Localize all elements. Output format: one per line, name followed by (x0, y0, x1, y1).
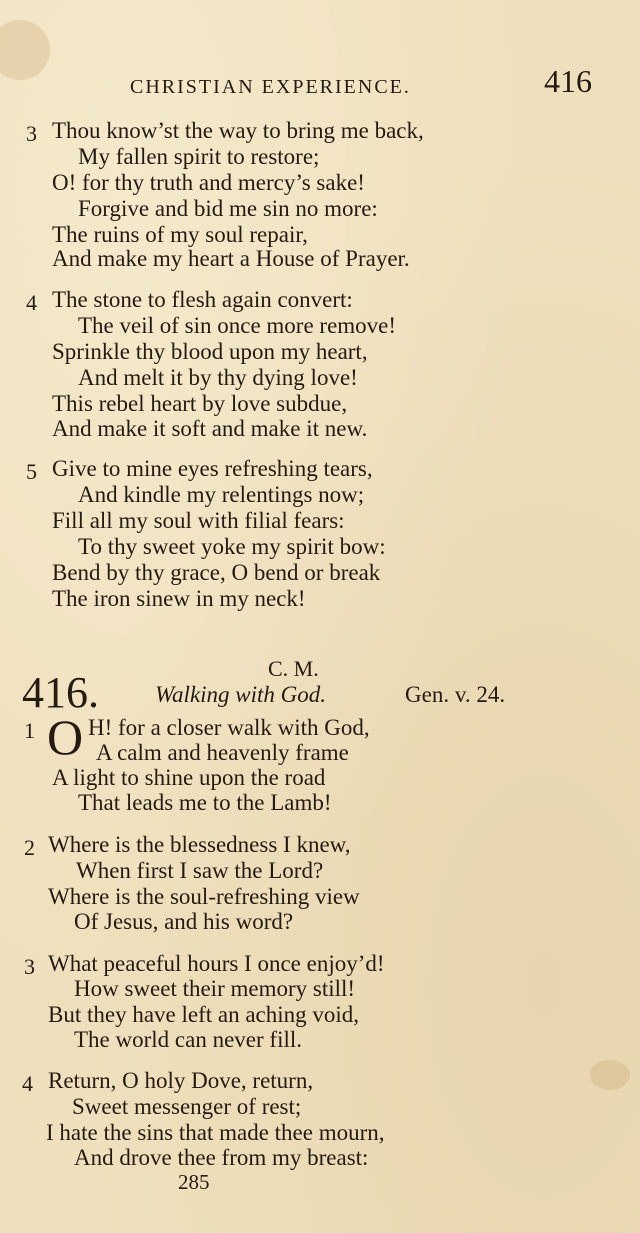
verse-line: O! for thy truth and mercy’s sake! (52, 170, 365, 195)
verse-line: Sweet messenger of rest; (72, 1094, 302, 1119)
verse-line: The iron sinew in my neck! (52, 586, 306, 611)
paper-stain (0, 20, 50, 80)
verse-number: 2 (24, 835, 35, 860)
verse-line: The world can never fill. (74, 1027, 302, 1052)
verse-line: Fill all my soul with filial fears: (52, 508, 345, 533)
verse-line: Bend by thy grace, O bend or break (52, 560, 381, 585)
verse-line: Give to mine eyes refreshing tears, (52, 456, 373, 481)
verse-number: 5 (26, 459, 37, 484)
verse-line: Thou know’st the way to bring me back, (52, 118, 424, 143)
verse-number: 4 (22, 1071, 33, 1096)
verse-line: And drove thee from my breast: (74, 1145, 369, 1170)
drop-cap: O (47, 709, 84, 765)
hymn-title: Walking with God. (155, 682, 327, 707)
verse-line: To thy sweet yoke my spirit bow: (78, 534, 386, 559)
verse-line: When first I saw the Lord? (76, 858, 324, 883)
verse-line: And make my heart a House of Prayer. (52, 246, 410, 271)
verse-number: 3 (24, 954, 35, 979)
verse-line: Forgive and bid me sin no more: (78, 196, 378, 221)
verse-line: My fallen spirit to restore; (78, 144, 320, 169)
verse-line: The veil of sin once more remove! (78, 313, 397, 338)
paper-stain (590, 1060, 630, 1090)
verse-line: And kindle my relentings now; (78, 482, 365, 507)
footer-page-number: 285 (178, 1170, 210, 1194)
verse-line: This rebel heart by love subdue, (52, 391, 348, 416)
hymn-number: 416. (22, 668, 99, 717)
verse-line: Where is the blessedness I knew, (48, 832, 351, 857)
verse-line: The stone to flesh again convert: (52, 287, 353, 312)
verse-line: Of Jesus, and his word? (74, 909, 294, 934)
verse-line: And make it soft and make it new. (52, 416, 368, 441)
scripture-reference: Gen. v. 24. (405, 682, 506, 707)
page-number: 416 (544, 63, 592, 99)
verse-line: The ruins of my soul repair, (52, 222, 308, 247)
verse-line: And melt it by thy dying love! (78, 365, 358, 390)
verse-line: A calm and heavenly frame (96, 740, 349, 765)
verse-number: 1 (24, 718, 35, 743)
verse-line: But they have left an aching void, (48, 1002, 360, 1027)
verse-line: I hate the sins that made thee mourn, (46, 1120, 385, 1145)
verse-number: 3 (26, 121, 37, 146)
verse-line: Where is the soul-refreshing view (48, 884, 360, 909)
verse-line: Sprinkle thy blood upon my heart, (52, 339, 368, 364)
verse-line: That leads me to the Lamb! (78, 790, 332, 815)
verse-line: What peaceful hours I once enjoy’d! (48, 951, 385, 976)
verse-line: Return, O holy Dove, return, (48, 1068, 314, 1093)
verse-line: A light to shine upon the road (52, 765, 326, 790)
verse-number: 4 (26, 290, 37, 315)
running-head: CHRISTIAN EXPERIENCE. (130, 76, 411, 98)
hymn-meter: C. M. (268, 656, 319, 681)
verse-line: How sweet their memory still! (74, 976, 356, 1001)
verse-line: H! for a closer walk with God, (88, 715, 370, 740)
